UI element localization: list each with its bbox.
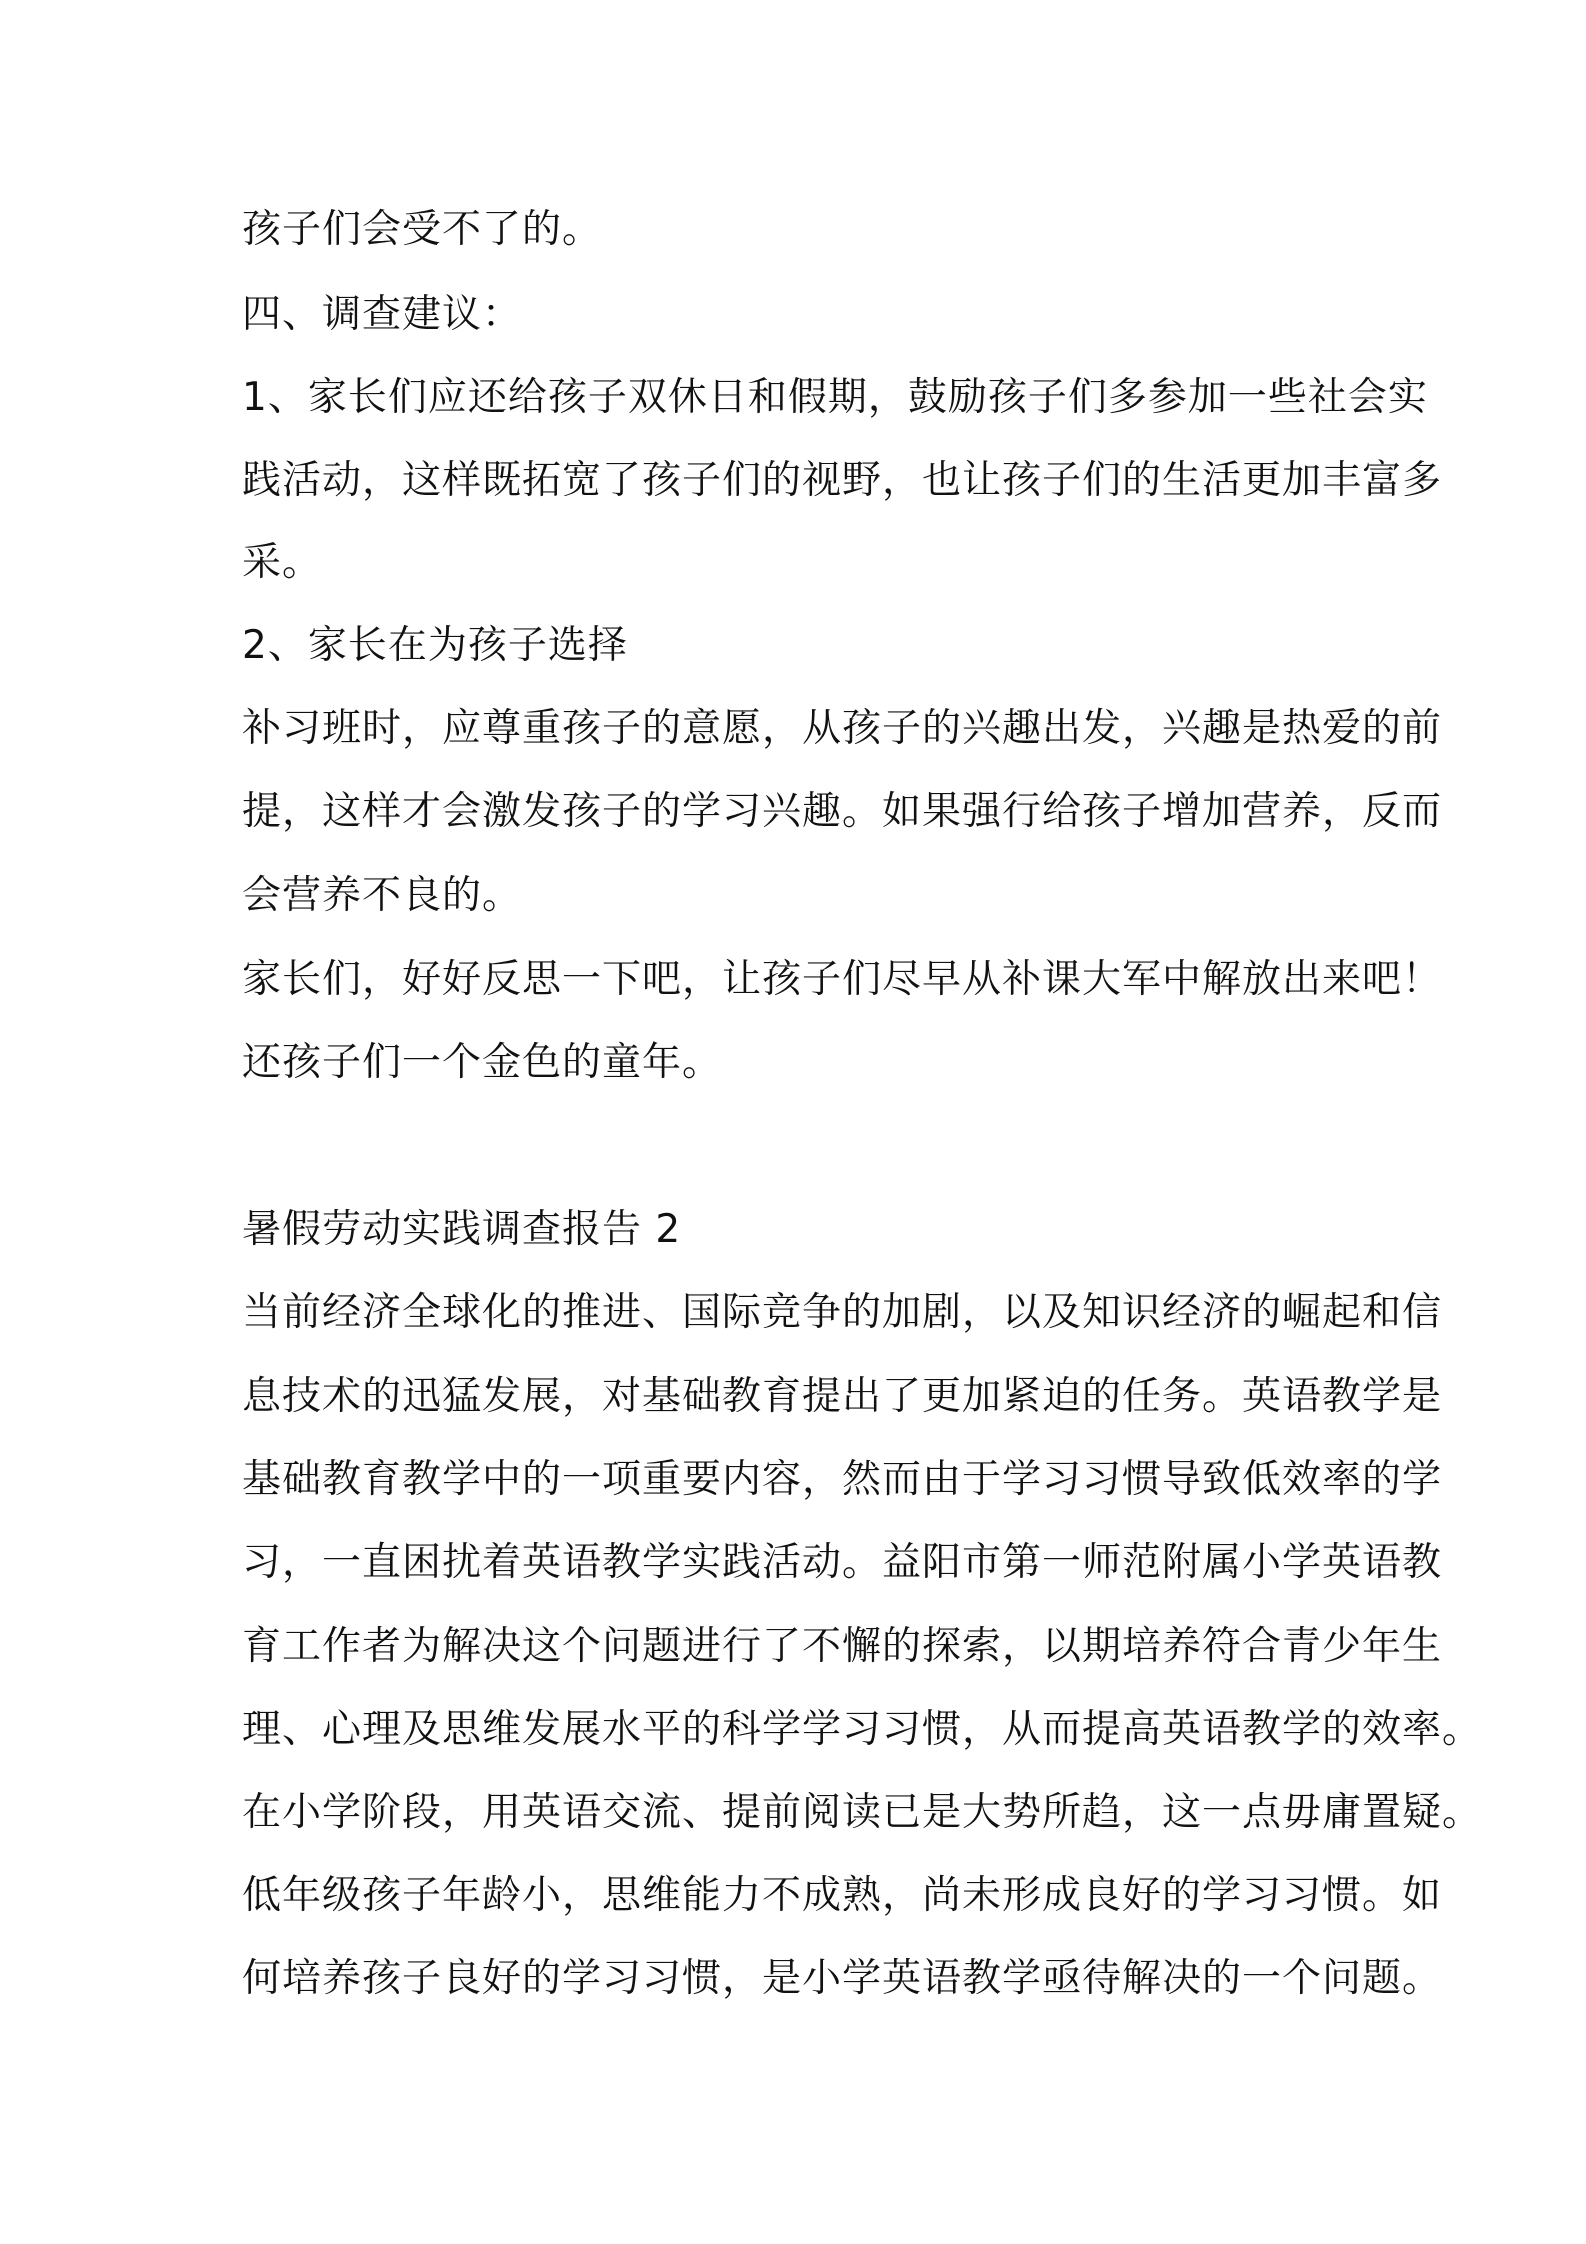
paragraph-line: 当前经济全球化的推进、国际竞争的加剧，以及知识经济的崛起和信 [242,1290,1443,1335]
paragraph-line: 理、心理及思维发展水平的科学学习习惯，从而提高英语教学的效率。 [242,1707,1483,1752]
paragraph-line: 习，一直困扰着英语教学实践活动。益阳市第一师范附属小学英语教 [242,1540,1443,1585]
paragraph-line: 还孩子们一个金色的童年。 [242,1040,723,1085]
paragraph-line: 2、家长在为孩子选择 [242,623,628,668]
paragraph-line: 在小学阶段，用英语交流、提前阅读已是大势所趋，这一点毋庸置疑。 [242,1790,1483,1835]
paragraph-line: 低年级孩子年龄小，思维能力不成熟，尚未形成良好的学习习惯。如 [242,1873,1443,1918]
paragraph-line: 何培养孩子良好的学习习惯，是小学英语教学亟待解决的一个问题。 [242,1956,1443,2001]
paragraph-line: 会营养不良的。 [242,873,523,918]
paragraph-line: 补习班时，应尊重孩子的意愿，从孩子的兴趣出发，兴趣是热爱的前 [242,706,1443,751]
paragraph-line: 育工作者为解决这个问题进行了不懈的探索，以期培养符合青少年生 [242,1624,1443,1669]
paragraph-line: 基础教育教学中的一项重要内容，然而由于学习习惯导致低效率的学 [242,1457,1443,1502]
report-title: 暑假劳动实践调查报告 2 [242,1207,682,1252]
paragraph-line: 提，这样才会激发孩子的学习兴趣。如果强行给孩子增加营养，反而 [242,789,1443,834]
paragraph-line: 1、家长们应还给孩子双休日和假期，鼓励孩子们多参加一些社会实 [242,375,1428,420]
paragraph-line: 息技术的迅猛发展，对基础教育提出了更加紧迫的任务。英语教学是 [242,1374,1443,1419]
paragraph-line: 采。 [242,540,323,585]
section-heading: 四、调查建议： [242,292,523,337]
paragraph-line: 践活动，这样既拓宽了孩子们的视野，也让孩子们的生活更加丰富多 [242,458,1443,503]
paragraph-line: 孩子们会受不了的。 [242,207,603,252]
paragraph-line: 家长们，好好反思一下吧，让孩子们尽早从补课大军中解放出来吧！ [242,957,1443,1002]
